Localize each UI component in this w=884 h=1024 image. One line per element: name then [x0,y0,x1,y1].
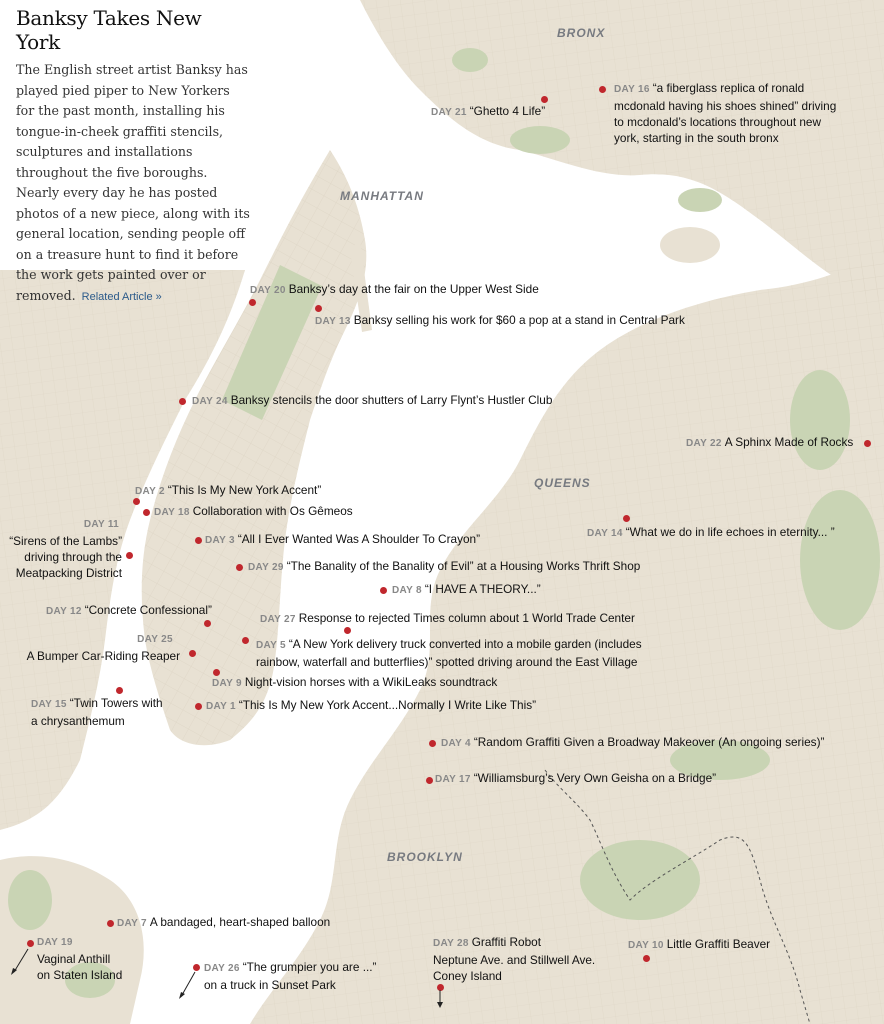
label-day-24: DAY 24 Banksy stencils the door shutters of Larry Flynt’s Hustler Club [192,393,553,407]
label-day-14: DAY 14 “What we do in life echoes in eternity... ” [587,525,835,539]
label-day-27: DAY 27 Response to rejected Times column about 1 World Trade Center [260,611,635,625]
label-day-18: DAY 18 Collaboration with Os Gêmeos [154,504,353,518]
offmap-arrow-icon [8,946,32,978]
related-article-link[interactable]: Related Article » [81,290,162,303]
marker-day-12[interactable] [204,620,211,627]
label-day-13: DAY 13 Banksy selling his work for $60 a pop at a stand in Central Park [315,313,685,327]
label-day-22: DAY 22 A Sphinx Made of Rocks [686,435,854,449]
offmap-arrow-icon [176,970,200,1002]
marker-day-22[interactable] [864,440,871,447]
marker-day-8[interactable] [380,587,387,594]
prospect-park [580,840,700,920]
label-day-16: DAY 16 “a fiberglass replica of ronald mcdonald having his shoes shined” driving to mcdonald’s locations throughout new york, starting in the south bronx [614,81,837,145]
marker-day-17[interactable] [426,777,433,784]
marker-day-14[interactable] [623,515,630,522]
offmap-arrow-icon [434,990,446,1010]
marker-day-1[interactable] [195,703,202,710]
label-day-25: DAY 25 A Bumper Car-Riding Reaper [26,634,180,663]
borough-label-brooklyn: BROOKLYN [387,850,463,864]
marker-day-21[interactable] [541,96,548,103]
label-day-2: DAY 2 “This Is My New York Accent” [135,483,322,497]
borough-label-manhattan: MANHATTAN [340,189,424,203]
label-day-26: DAY 26 “The grumpier you are ...” on a truck in Sunset Park [204,960,377,992]
label-day-7: DAY 7 A bandaged, heart-shaped balloon [117,915,331,929]
marker-day-20[interactable] [249,299,256,306]
marker-day-11[interactable] [126,552,133,559]
marker-day-24[interactable] [179,398,186,405]
label-day-11: DAY 11 “Sirens of the Lambs” driving through the Meatpacking District [9,519,122,580]
marker-day-7[interactable] [107,920,114,927]
marker-day-13[interactable] [315,305,322,312]
label-day-5: DAY 5 “A New York delivery truck converted into a mobile garden (includes rainbow, waterfall and butterflies)” spotted driving around the East Village [256,637,642,669]
label-day-12: DAY 12 “Concrete Confessional” [46,603,212,617]
marker-day-16[interactable] [599,86,606,93]
label-day-20: DAY 20 Banksy’s day at the fair on the Upper West Side [250,282,539,296]
label-day-3: DAY 3 “All I Ever Wanted Was A Shoulder To Crayon” [205,532,481,546]
intro-text: The English street artist Banksy has played pied piper to New Yorkers for the past month, installing his tongue-in-cheek graffiti stencils, sculptures and installations throughout the five boroughs. Nearly every day he has posted photos of a new piece, along with its general location, sending people off on a treasure hunt to find it before the work gets painted over or removed. Related Article » [16,62,250,303]
page-title: Banksy Takes New York [16,6,202,54]
marker-day-15[interactable] [116,687,123,694]
label-day-28: DAY 28 Graffiti Robot Neptune Ave. and Stillwell Ave. Coney Island [433,935,596,983]
label-day-17: DAY 17 “Williamsburg’s Very Own Geisha on a Bridge” [435,771,717,785]
label-day-9: DAY 9 Night-vision horses with a WikiLeaks soundtrack [212,675,498,689]
marker-day-10[interactable] [643,955,650,962]
label-day-8: DAY 8 “I HAVE A THEORY...” [392,582,541,596]
label-day-10: DAY 10 Little Graffiti Beaver [628,937,771,951]
borough-label-bronx: BRONX [557,26,606,40]
marker-day-4[interactable] [429,740,436,747]
marker-day-5[interactable] [242,637,249,644]
label-day-1: DAY 1 “This Is My New York Accent...Normally I Write Like This” [206,698,537,712]
label-day-21: DAY 21 “Ghetto 4 Life” [431,104,546,118]
borough-label-queens: QUEENS [534,476,591,490]
marker-day-3[interactable] [195,537,202,544]
marker-day-25[interactable] [189,650,196,657]
label-day-4: DAY 4 “Random Graffiti Given a Broadway Makeover (An ongoing series)” [441,735,825,749]
label-day-15: DAY 15 “Twin Towers with a chrysanthemum [31,696,163,728]
marker-day-29[interactable] [236,564,243,571]
label-day-29: DAY 29 “The Banality of the Banality of Evil” at a Housing Works Thrift Shop [248,559,641,573]
label-day-19: DAY 19 Vaginal Anthill on Staten Island [37,937,123,982]
marker-day-18[interactable] [143,509,150,516]
intro-panel [16,6,251,307]
